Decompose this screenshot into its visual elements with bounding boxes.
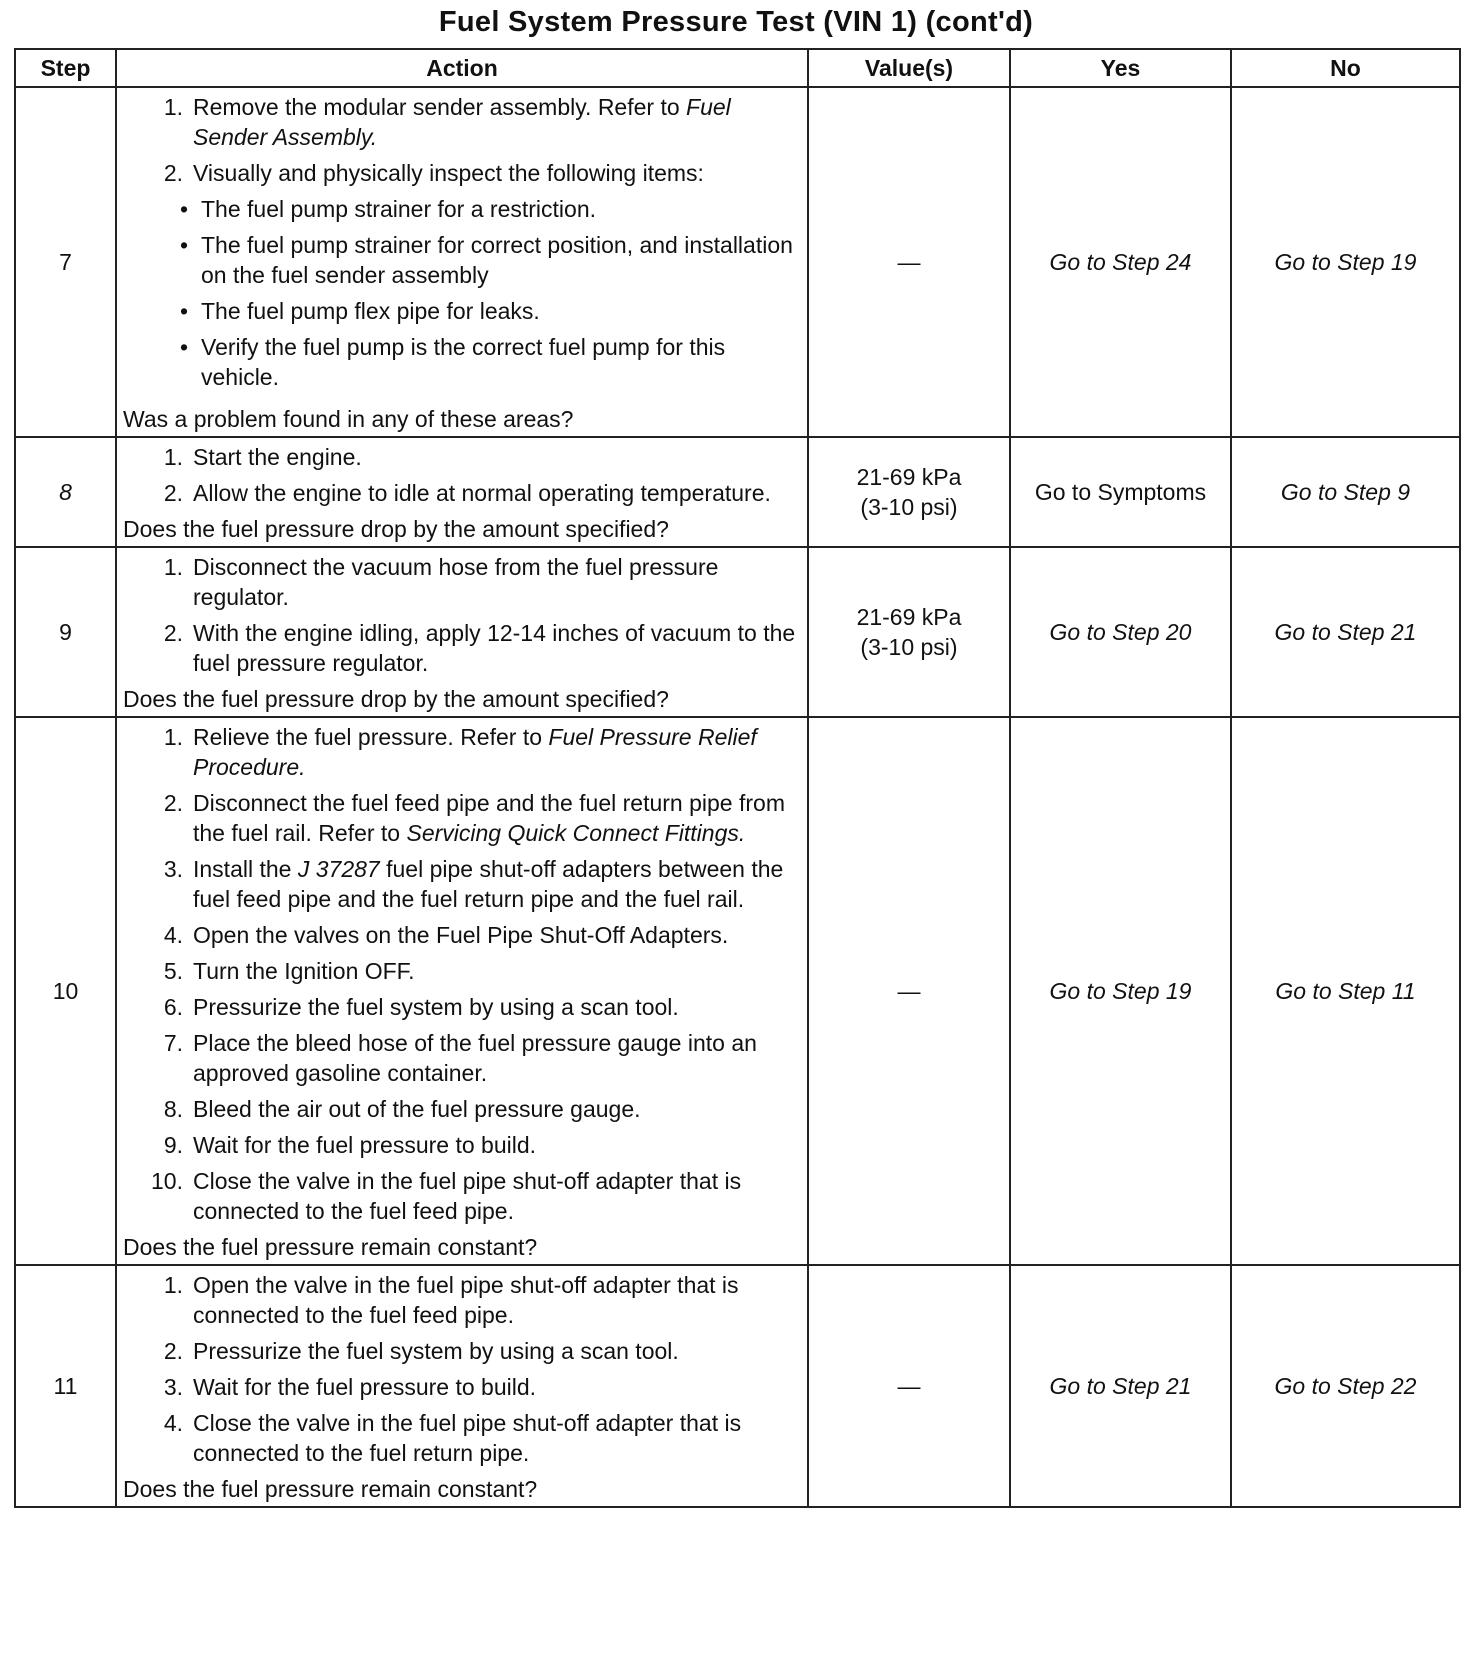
values-cell: 21-69 kPa (3-10 psi) [808,547,1010,717]
action-cell [116,1265,808,1507]
table-row [15,717,1460,1265]
action-item: 6. Pressurize the fuel system by using a scan tool. [163,994,679,1020]
action-item: 2. Visually and physically inspect the following items: • The fuel pump strainer for a restriction. • The fuel pump strainer for correct position, and installation on the fuel sender assembly • The fuel pump flex pipe for leaks. • Verify the fuel pump is the correct fuel pump for this vehicle. [123,158,801,398]
header-row [15,49,1460,87]
no-link[interactable]: Go to Step 9 [1231,437,1460,547]
action-item: 3. Install the J 37287 fuel pipe shut-off adapters between the fuel feed pipe and the fuel return pipe and the fuel rail. [163,856,784,912]
header-no: No [1231,49,1460,87]
action-item: 4. Close the valve in the fuel pipe shut-off adapter that is connected to the fuel return pipe. [163,1410,742,1466]
values-cell: — [808,87,1010,437]
values-cell: 21-69 kPa (3-10 psi) [808,437,1010,547]
action-question: Was a problem found in any of these areas? [123,406,574,432]
sub-list-item: • The fuel pump strainer for a restriction. [179,196,596,222]
action-item: 1. Open the valve in the fuel pipe shut-off adapter that is connected to the fuel feed pipe. [163,1272,739,1328]
sub-list-item: • Verify the fuel pump is the correct fuel pump for this vehicle. [179,334,726,390]
action-item: 1. Start the engine. [163,444,362,470]
step-number: 10 [15,717,116,1265]
action-question: Does the fuel pressure remain constant? [123,1234,538,1260]
action-item: 3. Wait for the fuel pressure to build. [163,1374,537,1400]
no-link[interactable]: Go to Step 22 [1231,1265,1460,1507]
values-cell: — [808,717,1010,1265]
yes-link[interactable]: Go to Step 19 [1010,717,1231,1265]
no-link[interactable]: Go to Step 21 [1231,547,1460,717]
action-item: 2. Disconnect the fuel feed pipe and the fuel return pipe from the fuel rail. Refer to Servicing Quick Connect Fittings. [163,790,785,846]
no-link[interactable]: Go to Step 11 [1231,717,1460,1265]
action-item: 1. Disconnect the vacuum hose from the fuel pressure regulator. [163,554,719,610]
values-cell: — [808,1265,1010,1507]
action-question: Does the fuel pressure drop by the amount specified? [123,686,669,712]
action-item: 10. Close the valve in the fuel pipe shut-off adapter that is connected to the fuel feed pipe. [151,1168,742,1224]
table-row [15,547,1460,717]
yes-link[interactable]: Go to Symptoms [1010,437,1231,547]
action-item: 2. With the engine idling, apply 12-14 inches of vacuum to the fuel pressure regulator. [163,620,796,676]
step-number: 9 [15,547,116,717]
action-item: 2. Allow the engine to idle at normal operating temperature. [163,480,771,506]
action-question: Does the fuel pressure drop by the amount specified? [123,516,669,542]
sub-list-item: • The fuel pump flex pipe for leaks. [179,298,540,324]
action-cell [116,87,808,437]
action-question: Does the fuel pressure remain constant? [123,1476,538,1502]
yes-link[interactable]: Go to Step 20 [1010,547,1231,717]
action-item: 5. Turn the Ignition OFF. [163,958,415,984]
table-row [15,437,1460,547]
yes-link[interactable]: Go to Step 21 [1010,1265,1231,1507]
action-item: 4. Open the valves on the Fuel Pipe Shut-Off Adapters. [163,922,729,948]
action-item: 1. Relieve the fuel pressure. Refer to Fuel Pressure Relief Procedure. [163,724,757,780]
step-number: 11 [15,1265,116,1507]
no-link[interactable]: Go to Step 19 [1231,87,1460,437]
action-cell [116,547,808,717]
action-item: 8. Bleed the air out of the fuel pressure gauge. [163,1096,641,1122]
header-step: Step [15,49,116,87]
table-row [15,1265,1460,1507]
action-cell [116,437,808,547]
header-yes: Yes [1010,49,1231,87]
action-item: 9. Wait for the fuel pressure to build. [163,1132,537,1158]
sub-list-item: • The fuel pump strainer for correct position, and installation on the fuel sender assembly [179,232,793,288]
diagnostic-table [14,48,1461,1508]
action-item: 2. Pressurize the fuel system by using a scan tool. [163,1338,679,1364]
action-item: 1. Remove the modular sender assembly. Refer to Fuel Sender Assembly. [163,94,731,150]
header-values: Value(s) [808,49,1010,87]
action-cell [116,717,808,1265]
step-number: 8 [15,437,116,547]
yes-link[interactable]: Go to Step 24 [1010,87,1231,437]
table-row [15,87,1460,437]
action-item: 7. Place the bleed hose of the fuel pressure gauge into an approved gasoline container. [163,1030,757,1086]
page-title: Fuel System Pressure Test (VIN 1) (cont'd) [438,6,1034,38]
header-action: Action [116,49,808,87]
step-number: 7 [15,87,116,437]
